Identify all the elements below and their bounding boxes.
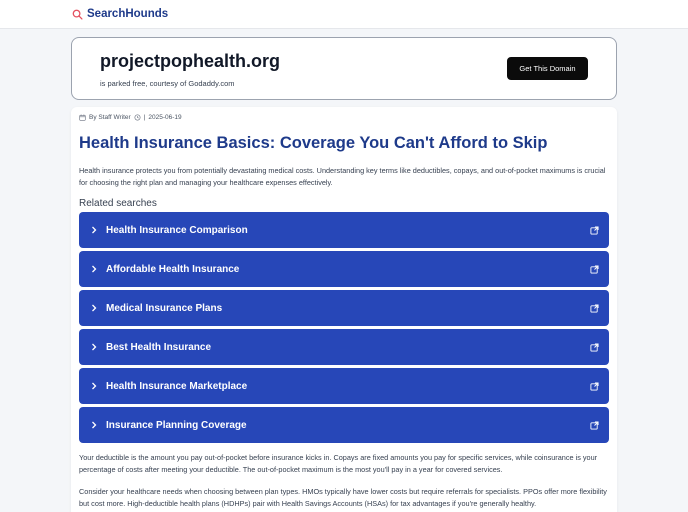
- article-title: Health Insurance Basics: Coverage You Can't Afford to Skip: [79, 134, 548, 152]
- chevron-right-icon: [90, 382, 98, 390]
- related-search-label: Affordable Health Insurance: [106, 263, 240, 275]
- domain-card: [71, 37, 617, 100]
- domain-name: projectpophealth.org: [100, 51, 280, 71]
- get-domain-button[interactable]: Get This Domain: [507, 57, 588, 80]
- chevron-right-icon: [90, 226, 98, 234]
- chevron-right-icon: [90, 343, 98, 351]
- related-searches-list: [79, 212, 609, 446]
- external-link-icon: [590, 343, 599, 352]
- external-link-icon: [590, 421, 599, 430]
- domain-subtitle: is parked free, courtesy of Godaddy.com: [100, 79, 235, 88]
- external-link-icon: [590, 265, 599, 274]
- article-intro: Health insurance protects you from potentially devastating medical costs. Understanding key terms like deductibles, copays, and out-of-pocket maximums is crucial for choosing the right plan and managing your healthcare expenses effectively.: [79, 166, 606, 187]
- meta-separator: |: [143, 114, 146, 121]
- article-paragraph: Your deductible is the amount you pay out-of-pocket before insurance kicks in. Copays are fixed amounts you pay for specific services, while coinsurance is your percentage of costs after meeting your deductible. The out-of-pocket maximum is the most you'll pay in a year for covered services.: [79, 453, 598, 474]
- article-paragraph: Consider your healthcare needs when choosing between plan types. HMOs typically have lower costs but require referrals for specialists. PPOs offer more flexibility but cost more. High-deductible health plans (HDHPs) pair with Health Savings Accounts (HSAs) for tax advantages if you're generally healthy.: [79, 487, 607, 508]
- external-link-icon: [590, 304, 599, 313]
- chevron-right-icon: [90, 304, 98, 312]
- chevron-right-icon: [90, 421, 98, 429]
- external-link-icon: [590, 226, 599, 235]
- article-card: [71, 107, 617, 512]
- brand-logo[interactable]: [72, 8, 168, 20]
- related-search-item[interactable]: [79, 290, 609, 326]
- related-searches-heading: Related searches: [79, 198, 157, 209]
- related-search-item[interactable]: [79, 407, 609, 443]
- brand-name: SearchHounds: [87, 8, 169, 20]
- author-label: By Staff Writer: [89, 114, 131, 121]
- clock-icon: [134, 114, 141, 121]
- search-icon: [72, 9, 83, 20]
- related-search-label: Medical Insurance Plans: [106, 302, 223, 314]
- article-meta: [79, 114, 182, 121]
- related-search-item[interactable]: [79, 251, 609, 287]
- related-search-label: Health Insurance Comparison: [106, 224, 248, 236]
- calendar-icon: [79, 114, 86, 121]
- related-search-label: Health Insurance Marketplace: [106, 380, 248, 392]
- related-search-item[interactable]: [79, 212, 609, 248]
- chevron-right-icon: [90, 265, 98, 273]
- related-search-item[interactable]: [79, 368, 609, 404]
- related-search-label: Best Health Insurance: [106, 341, 212, 353]
- external-link-icon: [590, 382, 599, 391]
- related-search-item[interactable]: [79, 329, 609, 365]
- related-search-label: Insurance Planning Coverage: [106, 419, 247, 431]
- publish-date: 2025-06-19: [148, 114, 182, 121]
- top-bar: [0, 0, 688, 29]
